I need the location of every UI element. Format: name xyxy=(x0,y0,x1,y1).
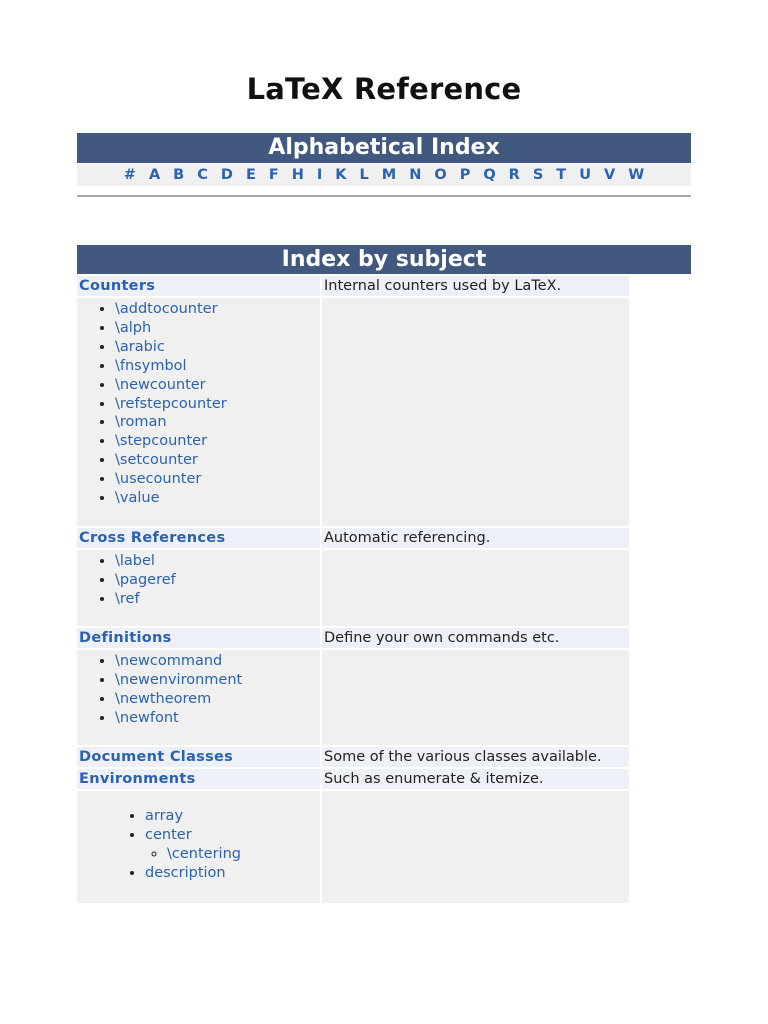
empty-cell xyxy=(320,791,629,903)
command-item xyxy=(115,338,320,357)
nested-command-list xyxy=(145,845,320,864)
command-item xyxy=(115,552,320,571)
letter-link[interactable]: I xyxy=(316,167,323,183)
letter-link[interactable]: T xyxy=(556,167,567,183)
letter-link[interactable]: H xyxy=(291,167,304,183)
command-list xyxy=(77,300,320,508)
command-item xyxy=(115,489,320,508)
command-link[interactable]: \newenvironment xyxy=(115,671,243,688)
category-description: Define your own commands etc. xyxy=(320,628,629,648)
command-list-cell xyxy=(77,791,320,903)
nested-command-item xyxy=(167,845,320,864)
letter-link[interactable]: R xyxy=(508,167,520,183)
category-items-row xyxy=(77,550,629,626)
command-list-cell xyxy=(77,550,320,626)
command-link[interactable]: array xyxy=(145,808,184,824)
letter-link[interactable]: C xyxy=(197,167,208,183)
command-item xyxy=(115,571,320,590)
category-description: Automatic referencing. xyxy=(320,528,629,548)
command-item xyxy=(115,395,320,414)
letter-link[interactable]: Q xyxy=(483,167,496,183)
command-item xyxy=(115,451,320,470)
command-item xyxy=(115,432,320,451)
letter-link[interactable]: N xyxy=(409,167,422,183)
command-list xyxy=(77,552,320,609)
category-link[interactable]: Cross References xyxy=(79,530,226,546)
category-items-row xyxy=(77,791,629,903)
letter-link[interactable]: W xyxy=(628,167,645,183)
category-row xyxy=(77,769,629,789)
command-item xyxy=(115,300,320,319)
nested-command-link[interactable]: \centering xyxy=(167,845,241,862)
command-list xyxy=(77,807,320,883)
command-item xyxy=(115,690,320,709)
command-link[interactable]: \setcounter xyxy=(115,452,198,469)
command-link[interactable]: center xyxy=(145,826,192,843)
category-items-row xyxy=(77,298,629,526)
category-name-cell xyxy=(77,628,320,648)
letter-link[interactable]: L xyxy=(359,167,369,183)
command-link[interactable]: \fnsymbol xyxy=(115,357,187,374)
subject-index xyxy=(77,245,691,905)
command-item xyxy=(115,470,320,489)
command-list-cell xyxy=(77,650,320,745)
category-name-cell xyxy=(77,769,320,789)
subject-index-heading: Index by subject xyxy=(77,245,691,274)
divider xyxy=(77,195,691,197)
command-list-cell xyxy=(77,298,320,526)
command-item xyxy=(115,590,320,609)
letter-link[interactable]: B xyxy=(173,167,185,183)
letter-link[interactable]: V xyxy=(603,167,616,183)
category-description: Internal counters used by LaTeX. xyxy=(320,276,629,296)
command-item xyxy=(115,709,320,728)
letter-link[interactable]: # xyxy=(123,167,136,183)
category-row xyxy=(77,528,629,548)
command-item xyxy=(115,319,320,338)
category-items-row xyxy=(77,650,629,745)
letter-link[interactable]: O xyxy=(434,167,447,183)
command-link[interactable]: \refstepcounter xyxy=(115,395,227,412)
command-link[interactable]: \addtocounter xyxy=(115,301,218,317)
page-title: LaTeX Reference xyxy=(246,72,522,106)
command-link[interactable]: \newcounter xyxy=(115,376,206,393)
category-link[interactable]: Document Classes xyxy=(79,749,234,765)
letter-link[interactable]: D xyxy=(220,167,233,183)
alphabetical-index xyxy=(77,133,691,186)
command-link[interactable]: \roman xyxy=(115,414,167,431)
letter-link[interactable]: U xyxy=(579,167,591,183)
command-item xyxy=(115,413,320,432)
alphabetical-index-heading: Alphabetical Index xyxy=(77,133,691,163)
letter-link[interactable]: E xyxy=(245,167,256,183)
letter-nav xyxy=(77,164,691,186)
command-item xyxy=(145,864,320,883)
category-link[interactable]: Environments xyxy=(79,771,196,787)
command-item xyxy=(115,357,320,376)
command-link[interactable]: \value xyxy=(115,490,160,507)
letter-link[interactable]: P xyxy=(459,167,471,183)
command-link[interactable]: \label xyxy=(115,553,155,569)
category-name-cell xyxy=(77,747,320,767)
command-item xyxy=(115,671,320,690)
command-link[interactable]: \arabic xyxy=(115,338,165,355)
command-item xyxy=(145,807,320,826)
empty-cell xyxy=(320,298,629,526)
category-description: Some of the various classes available. xyxy=(320,747,629,767)
category-name-cell xyxy=(77,528,320,548)
command-item xyxy=(115,652,320,671)
command-link[interactable]: \usecounter xyxy=(115,471,202,488)
category-name-cell xyxy=(77,276,320,296)
letter-link[interactable]: S xyxy=(532,167,544,183)
command-item xyxy=(145,826,320,864)
category-row xyxy=(77,747,629,767)
category-description: Such as enumerate & itemize. xyxy=(320,769,629,789)
empty-cell xyxy=(320,550,629,626)
letter-link[interactable]: A xyxy=(148,167,161,183)
letter-link[interactable]: K xyxy=(335,167,347,183)
command-link[interactable]: \ref xyxy=(115,590,140,607)
subject-table xyxy=(77,274,629,905)
command-link[interactable]: \stepcounter xyxy=(115,433,208,450)
empty-cell xyxy=(320,650,629,745)
letter-link[interactable]: F xyxy=(268,167,279,183)
command-link[interactable]: \newtheorem xyxy=(115,690,212,707)
command-link[interactable]: \newcommand xyxy=(115,653,223,669)
command-link[interactable]: description xyxy=(145,864,226,881)
command-list xyxy=(77,652,320,728)
letter-link[interactable]: M xyxy=(381,167,397,183)
category-row xyxy=(77,276,629,296)
command-link[interactable]: \newfont xyxy=(115,709,179,726)
category-link[interactable]: Counters xyxy=(79,278,156,294)
category-link[interactable]: Definitions xyxy=(79,630,172,646)
command-item xyxy=(115,376,320,395)
category-row xyxy=(77,628,629,648)
command-link[interactable]: \alph xyxy=(115,319,152,336)
command-link[interactable]: \pageref xyxy=(115,571,176,588)
